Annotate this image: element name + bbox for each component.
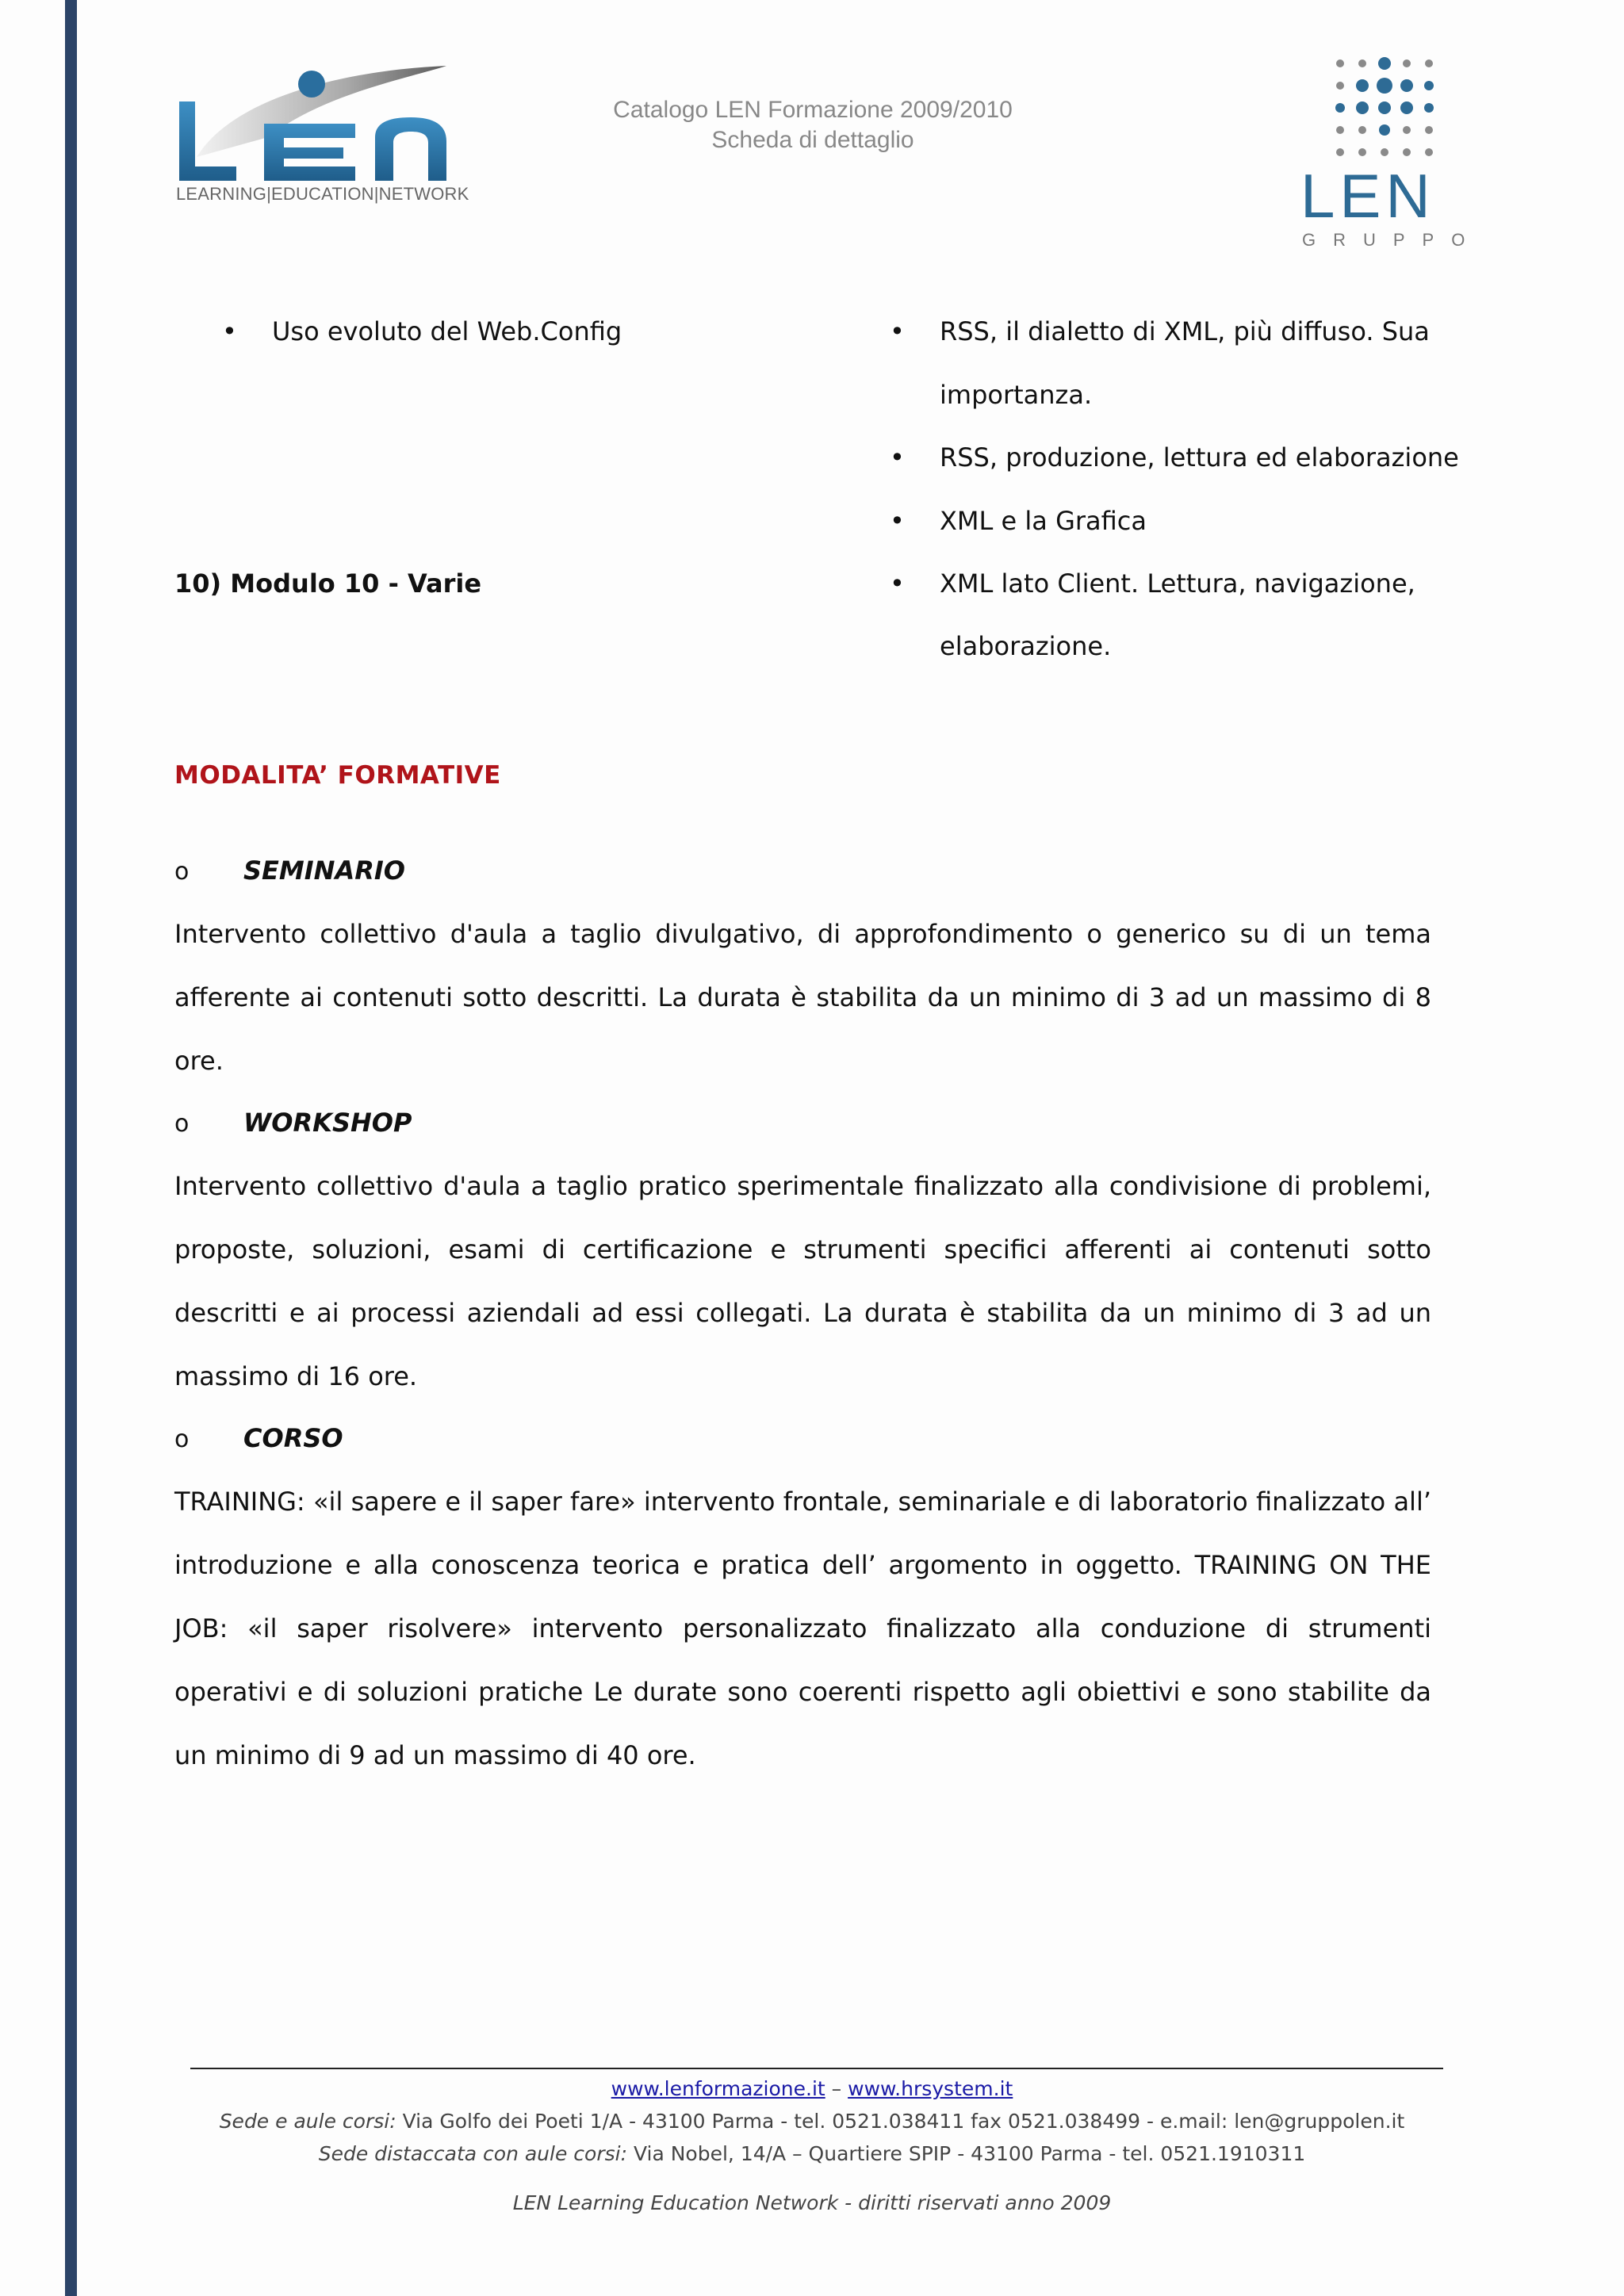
len-gruppo-word: LEN	[1300, 161, 1435, 231]
module-heading: 10) Modulo 10 - Varie	[174, 568, 482, 599]
footer-address2-text: Via Nobel, 14/A – Quartiere SPIP - 43100 Parma - tel. 0521.1910311	[627, 2142, 1306, 2165]
len-logo	[173, 62, 469, 212]
catalog-title: Catalogo LEN Formazione 2009/2010	[613, 97, 1013, 123]
footer-link-hrsystem[interactable]: www.hrsystem.it	[848, 2077, 1013, 2100]
len-gruppo-logo	[1293, 54, 1483, 260]
mode-description-workshop: Intervento collettivo d'aula a taglio pratico sperimentale finalizzato alla condivisione di problemi, proposte, soluzioni, esami di certificazione e strumenti specifici afferenti ai contenuti sotto descritti e ai processi aziendali ad essi collegati. La durata è stabilita da un minimo di 3 ad un massimo di 16 ore.	[174, 1171, 1431, 1391]
len-logo-tagline: LEARNING|EDUCATION|NETWORK	[176, 184, 469, 204]
footer-divider	[190, 2068, 1443, 2069]
module-item: Uso evoluto del Web.Config	[272, 316, 622, 346]
footer-address-label: Sede e aule corsi:	[219, 2110, 396, 2133]
circle-bullet-icon: o	[174, 1425, 190, 1453]
section-title: MODALITA’ FORMATIVE	[174, 761, 501, 790]
footer-address-main	[0, 2110, 1624, 2133]
footer-copyright-text: LEN Learning Education Network - diritti riservati anno 2009	[512, 2191, 1112, 2214]
module-item: RSS, il dialetto di XML, più diffuso. Sua	[940, 316, 1430, 346]
bullet-icon: •	[890, 506, 905, 536]
circle-bullet-icon: o	[174, 858, 190, 886]
mode-description-corso: TRAINING: «il sapere e il saper fare» intervento frontale, seminariale e di laboratorio finalizzato all’ introduzione e alla conoscenza teorica e pratica dell’ argomento in oggetto. TRAINING ON THE JOB: «il saper risolvere» intervento personalizzato finalizzato alla conduzione di strumenti operativi e di soluzioni pratiche Le durate sono coerenti rispetto agli obiettivi e sono stabilite da un minimo di 9 ad un massimo di 40 ore.	[174, 1487, 1431, 1770]
footer-link-lenformazione[interactable]: www.lenformazione.it	[611, 2077, 825, 2100]
bullet-icon: •	[890, 568, 905, 599]
footer-link-separator: –	[831, 2077, 842, 2100]
page-header	[0, 0, 1624, 270]
mode-title-corso: CORSO	[243, 1423, 343, 1453]
footer-copyright	[0, 2191, 1624, 2214]
bullet-icon: •	[890, 442, 905, 473]
footer-address-secondary	[0, 2142, 1624, 2165]
mode-description-seminario: Intervento collettivo d'aula a taglio divulgativo, di approfondimento o generico su di un tema afferente ai contenuti sotto descritti. La durata è stabilita da un minimo di 3 ad un massimo di 8 ore.	[174, 919, 1431, 1076]
circle-bullet-icon: o	[174, 1110, 190, 1138]
module-item-continued: elaborazione.	[940, 631, 1112, 661]
footer-address-text: Via Golfo dei Poeti 1/A - 43100 Parma - tel. 0521.038411 fax 0521.038499 - e.mail: len@gruppolen.it	[396, 2110, 1405, 2133]
page-side-bar	[65, 0, 77, 2296]
module-item: RSS, produzione, lettura ed elaborazione	[940, 442, 1459, 473]
footer-links	[0, 2077, 1624, 2100]
len-logo-graphic	[173, 62, 458, 181]
len-gruppo-sub: GRUPPO	[1302, 230, 1483, 250]
dot-grid-icon	[1293, 54, 1451, 165]
module-item: XML lato Client. Lettura, navigazione,	[940, 568, 1415, 599]
mode-title-workshop: WORKSHOP	[243, 1108, 412, 1138]
footer-address2-label: Sede distaccata con aule corsi:	[318, 2142, 628, 2165]
bullet-icon: •	[890, 316, 905, 346]
catalog-subtitle: Scheda di dettaglio	[711, 127, 914, 153]
header-title-block	[555, 95, 1071, 155]
module-item: XML e la Grafica	[940, 506, 1147, 536]
module-item-continued: importanza.	[940, 380, 1093, 410]
bullet-icon: •	[222, 316, 237, 346]
mode-title-seminario: SEMINARIO	[243, 855, 405, 886]
